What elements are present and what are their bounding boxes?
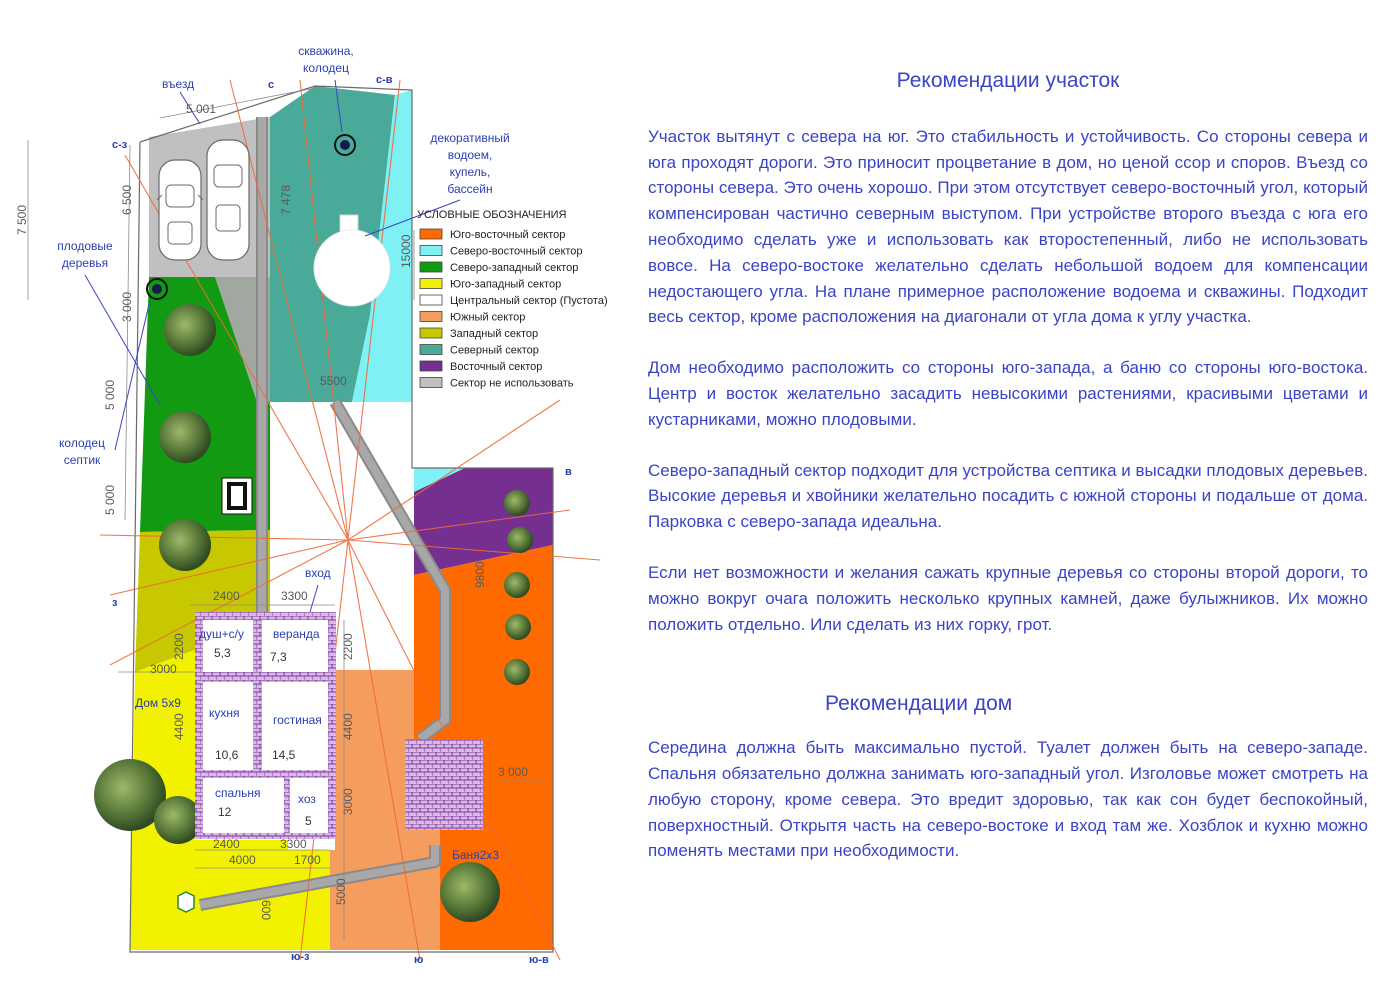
dim-600: 600: [259, 900, 273, 921]
legend-swatch: [420, 262, 442, 272]
heading-plot: Рекомендации участок: [896, 69, 1120, 92]
dim-4400a: 4400: [172, 713, 186, 740]
paragraph-plot-1: Участок вытянут с севера на юг. Это стабильность и устойчивость. Со стороны севера и юга проходят дороги. Это приносит процветание в дом, но ценой ссор и споров. Въезд со стороны севера. Это очень хорошо. При этом отсутствует северо-восточный угол, который компенсирован частично северным выступом. При устройстве второго въезда с юга его необходимо сделать уже и использовать как второстепенный, либо не использовать вовсе. На северо-востоке желательно сделать небольшой водоем для компенсации недостающего угла. На плане примерное расположение водоема и скважины. Подходит весь сектор, кроме расположения на диагонали от угла дома к углу участка.: [648, 126, 1368, 327]
dim-total-length: 7 500: [15, 204, 29, 235]
legend-swatch: [420, 295, 442, 305]
dim-5000b: 5 000: [103, 484, 117, 515]
bath-house: [405, 739, 483, 830]
tree-icon: [159, 519, 211, 571]
dim-5000c: 5000: [334, 878, 348, 905]
dir-north-west: с-з: [112, 139, 128, 151]
dim-3000c: 3000: [341, 788, 355, 815]
callout-line: колодец: [59, 436, 105, 450]
room-bedroom-area: 12: [218, 805, 232, 819]
paragraph-house: Середина должна быть максимально пустой. Туалет должен быть на северо-западе. Спальня обязательно должна занимать юго-западный угол. Изголовье может смотреть на любую сторону, кроме севера. Это вредит здоровью, так как сон будет беспокойный, поверхностный. Открытя часть на северо-востоке и вход там же. Хозблок и кухню можно поменять местами при необходимости.: [648, 738, 1368, 861]
dir-south-west: ю-з: [291, 951, 310, 963]
dir-north-east: с-в: [376, 74, 393, 86]
dim-4000: 4000: [229, 853, 256, 867]
room-living-area: 14,5: [272, 748, 296, 762]
legend-swatch: [420, 345, 442, 355]
room-living-label: гостиная: [273, 713, 322, 727]
dim-2200a: 2200: [172, 633, 186, 660]
dim-2400a: 2400: [213, 589, 240, 603]
room-storage-area: 5: [305, 814, 312, 828]
dim-top-width: 5 001: [186, 102, 217, 116]
legend-swatch: [420, 361, 442, 371]
label-well: [298, 44, 354, 75]
paragraph-plot-4: Если нет возможности и желания сажать крупные деревья со стороны второй дороги, то можно вокруг очага положить несколько крупных камней, даже булыжников. Их можно положить отдельно. Или сделать из них горку, грот.: [648, 562, 1368, 634]
dim-6500: 6 500: [120, 184, 134, 215]
shrub-icon: [507, 527, 533, 553]
tree-icon: [440, 862, 500, 922]
dim-2400b: 2400: [213, 837, 240, 851]
callout-line: скважина,: [298, 44, 354, 58]
tree-icon: [159, 411, 211, 463]
dir-north: с: [268, 79, 275, 91]
site-plan-diagram: [0, 0, 640, 1000]
dim-1700: 1700: [294, 853, 321, 867]
legend-title: УСЛОВНЫЕ ОБОЗНАЧЕНИЯ: [417, 209, 567, 221]
dim-2200b: 2200: [341, 633, 355, 660]
dim-5000a: 5 000: [103, 379, 117, 410]
dim-3300b: 3300: [280, 837, 307, 851]
dim-7478: 7 478: [279, 184, 293, 215]
dir-east: в: [565, 466, 572, 478]
callout-line: декоративный: [430, 131, 510, 145]
callout-line: бассейн: [447, 182, 493, 196]
tree-icon: [154, 796, 202, 844]
legend-label: Юго-западный сектор: [450, 278, 562, 291]
dim-15000: 15000: [399, 234, 413, 268]
house-label: Дом 5х9: [135, 696, 181, 710]
callout-line: купель,: [449, 165, 491, 179]
callout-line: септик: [63, 453, 101, 467]
paragraph-plot-2: Дом необходимо расположить со стороны юго-запада, а баню со стороны юго-востока. Центр и восток желательно засадить невысокими растениями, красивыми цветами и кустарниками, можно плодовыми.: [648, 358, 1368, 429]
legend: [417, 209, 608, 390]
room-storage-label: хоз: [298, 792, 316, 806]
dim-3300a: 3300: [281, 589, 308, 603]
label-fruit-trees: [57, 239, 113, 270]
dim-9800: 9800: [473, 561, 487, 588]
legend-label: Северо-западный сектор: [450, 262, 579, 274]
room-shower-area: 5,3: [214, 646, 231, 660]
callout-line: плодовые: [57, 239, 113, 253]
callout-line: деревья: [61, 256, 109, 270]
septic-tank-icon: [222, 478, 252, 514]
legend-swatch: [420, 378, 442, 388]
legend-label: Западный сектор: [450, 328, 539, 340]
room-kitchen-label: кухня: [209, 706, 240, 720]
room-shower-label: душ+с/у: [199, 627, 244, 641]
car-icon: [157, 160, 203, 260]
legend-swatch: [420, 229, 442, 239]
dim-3000d: 3 000: [498, 765, 529, 779]
legend-label: Центральный сектор (Пустота): [450, 295, 608, 307]
dir-south: ю: [414, 954, 424, 966]
room-veranda-label: веранда: [273, 627, 320, 641]
shrub-icon: [504, 572, 530, 598]
hearth-icon: [178, 892, 194, 912]
dir-west: з: [112, 597, 118, 609]
dim-4400b: 4400: [341, 713, 355, 740]
legend-label: Сектор не использовать: [450, 377, 574, 390]
legend-label: Северо-восточный сектор: [450, 245, 583, 258]
shrub-icon: [505, 614, 531, 640]
shrub-icon: [504, 490, 530, 516]
room-bedroom-label: спальня: [215, 786, 261, 800]
dim-3000b: 3000: [150, 662, 177, 676]
legend-label: Южный сектор: [450, 311, 526, 324]
callout-line: водоем,: [447, 148, 493, 162]
recommendations-panel: [648, 60, 1368, 864]
label-entry: въезд: [162, 77, 195, 91]
legend-label: Северный сектор: [450, 344, 539, 357]
tree-icon: [164, 304, 216, 356]
legend-swatch: [420, 246, 442, 256]
callout-line: колодец: [303, 61, 349, 75]
dim-5500: 5500: [320, 374, 347, 388]
dir-south-east: ю-в: [529, 954, 549, 966]
room-kitchen-area: 10,6: [215, 748, 239, 762]
legend-swatch: [420, 312, 442, 322]
legend-swatch: [420, 279, 442, 289]
bath-label: Баня2х3: [452, 848, 500, 862]
label-pond: [430, 131, 509, 196]
room-veranda-area: 7,3: [270, 650, 287, 664]
heading-house: Рекомендации дом: [825, 692, 1013, 716]
legend-swatch: [420, 328, 442, 338]
dim-3000a: 3 000: [120, 291, 134, 322]
car-icon-2: [207, 140, 249, 260]
label-septic: [59, 436, 105, 467]
label-door: вход: [305, 566, 331, 580]
paragraph-plot-3: Северо-западный сектор подходит для устройства септика и высадки плодовых деревьев. Высокие деревья и хвойники желательно посадить с южной стороны и подальше от дома. Парковка с северо-запада идеальна.: [648, 460, 1368, 532]
legend-label: Юго-восточный сектор: [450, 229, 566, 241]
legend-items: [420, 229, 608, 390]
legend-label: Восточный сектор: [450, 361, 543, 373]
shrub-icon: [504, 659, 530, 685]
